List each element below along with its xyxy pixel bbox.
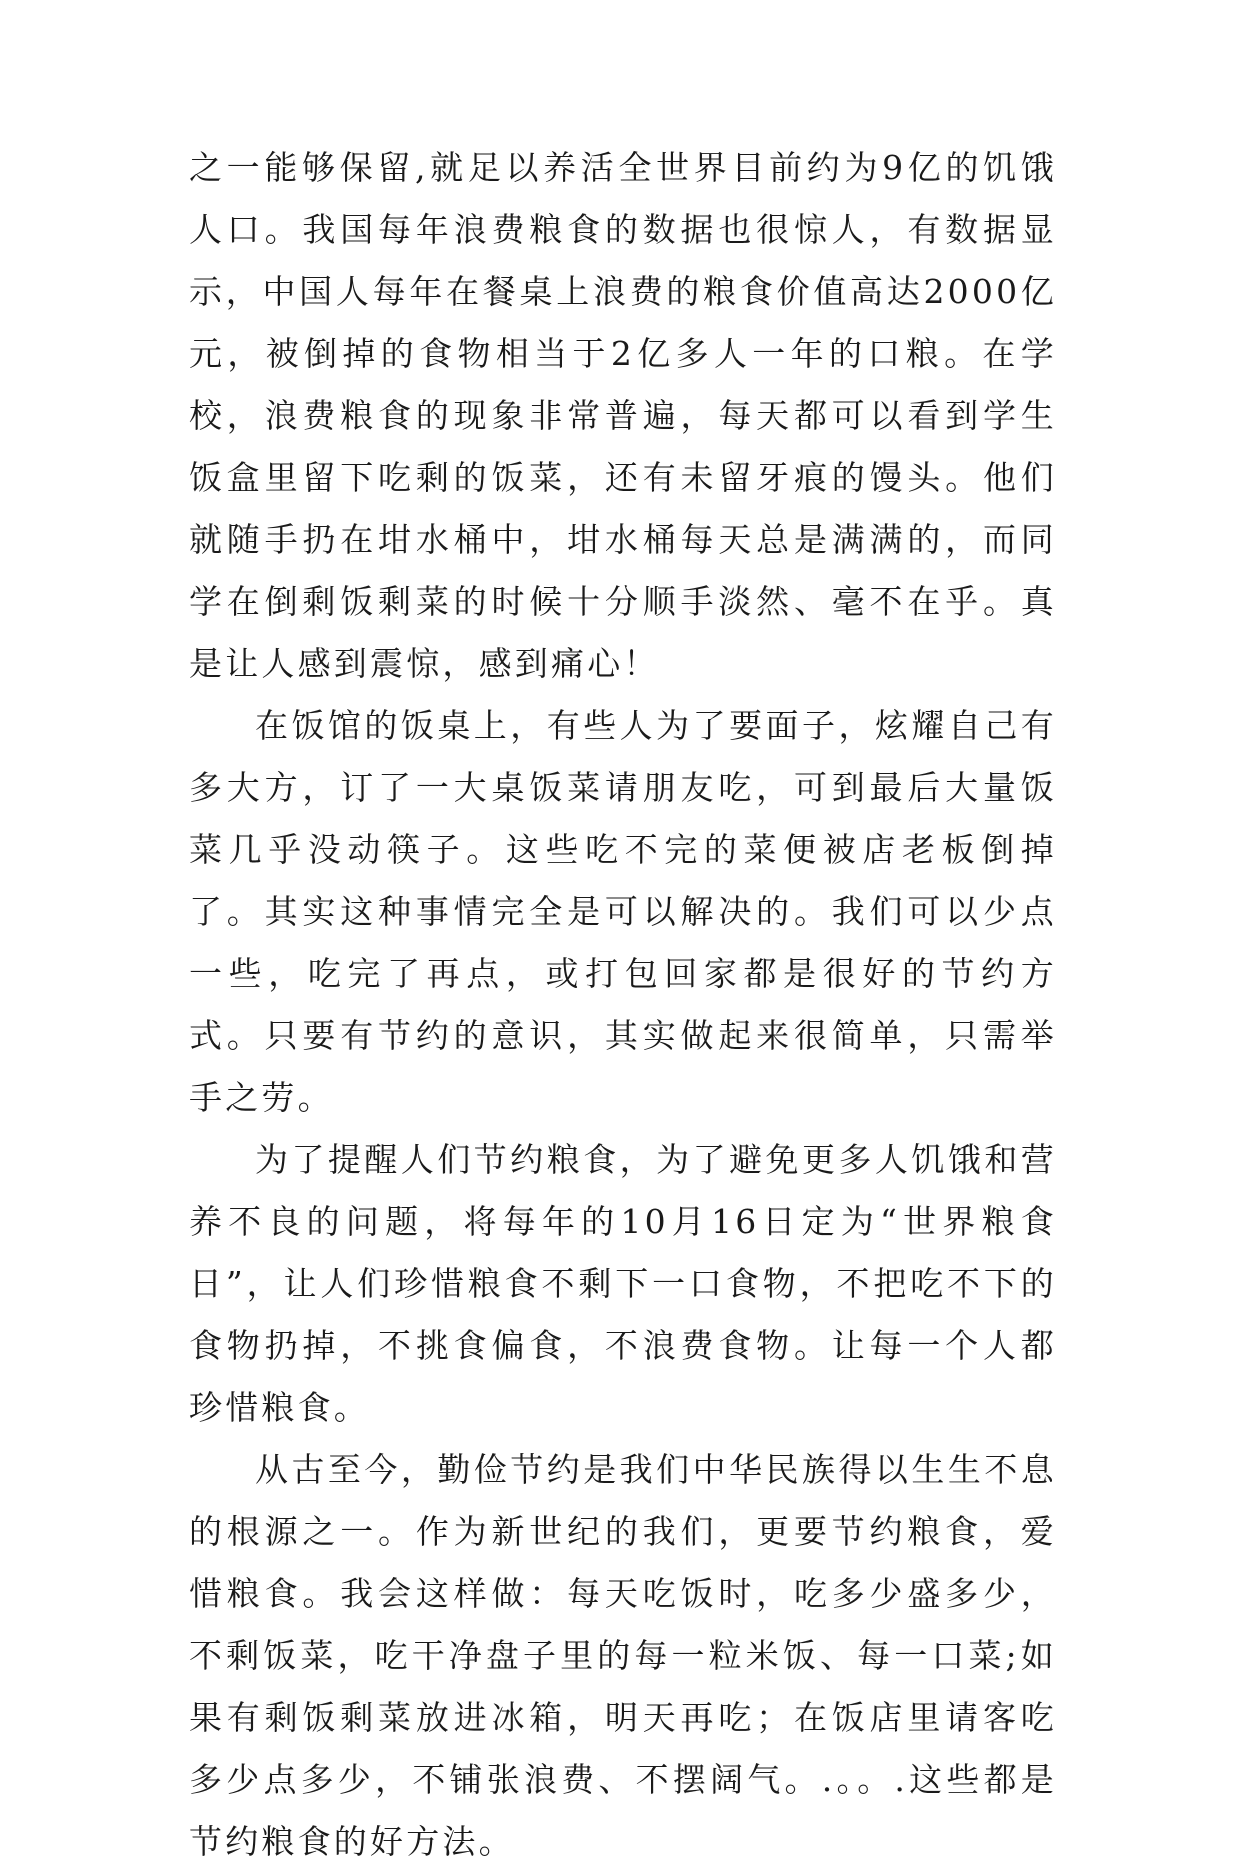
paragraph-world-food-day: 为了提醒人们节约粮食，为了避免更多人饥饿和营养不良的问题，将每年的10月16日定为“世界粮食日”，让人们珍惜粮食不剩下一口食物，不把吃不下的食物扔掉，不挑食偏食，不浪费食物。让每一个人都珍惜粮食。 — [189, 1140, 1057, 1427]
paragraph-conclusion: 从古至今，勤俭节约是我们中华民族得以生生不息的根源之一。作为新世纪的我们，更要节约粮食，爱惜粮食。我会这样做：每天吃饭时，吃多少盛多少，不剩饭菜，吃干净盘子里的每一粒米饭、每一口菜;如果有剩饭剩菜放进冰箱，明天再吃；在饭店里请客吃多少点多少，不铺张浪费、不摆阔气。.。。.这些都是节约粮食的好方法。 — [189, 1450, 1057, 1861]
document-body — [189, 137, 1057, 1873]
paragraph-continued: 之一能够保留,就足以养活全世界目前约为9亿的饥饿人口。我国每年浪费粮食的数据也很惊人，有数据显示，中国人每年在餐桌上浪费的粮食价值高达2000亿元，被倒掉的食物相当于2亿多人一年的口粮。在学校，浪费粮食的现象非常普遍，每天都可以看到学生饭盒里留下吃剩的饭菜，还有未留牙痕的馒头。他们就随手扔在坩水桶中，坩水桶每天总是满满的，而同学在倒剩饭剩菜的时候十分顺手淡然、毫不在乎。真是让人感到震惊，感到痛心！ — [189, 148, 1057, 683]
paragraph-restaurant: 在饭馆的饭桌上，有些人为了要面子，炫耀自己有多大方，订了一大桌饭菜请朋友吃，可到最后大量饭菜几乎没动筷子。这些吃不完的菜便被店老板倒掉了。其实这种事情完全是可以解决的。我们可以少点一些，吃完了再点，或打包回家都是很好的节约方式。只要有节约的意识，其实做起来很简单，只需举手之劳。 — [189, 706, 1057, 1117]
